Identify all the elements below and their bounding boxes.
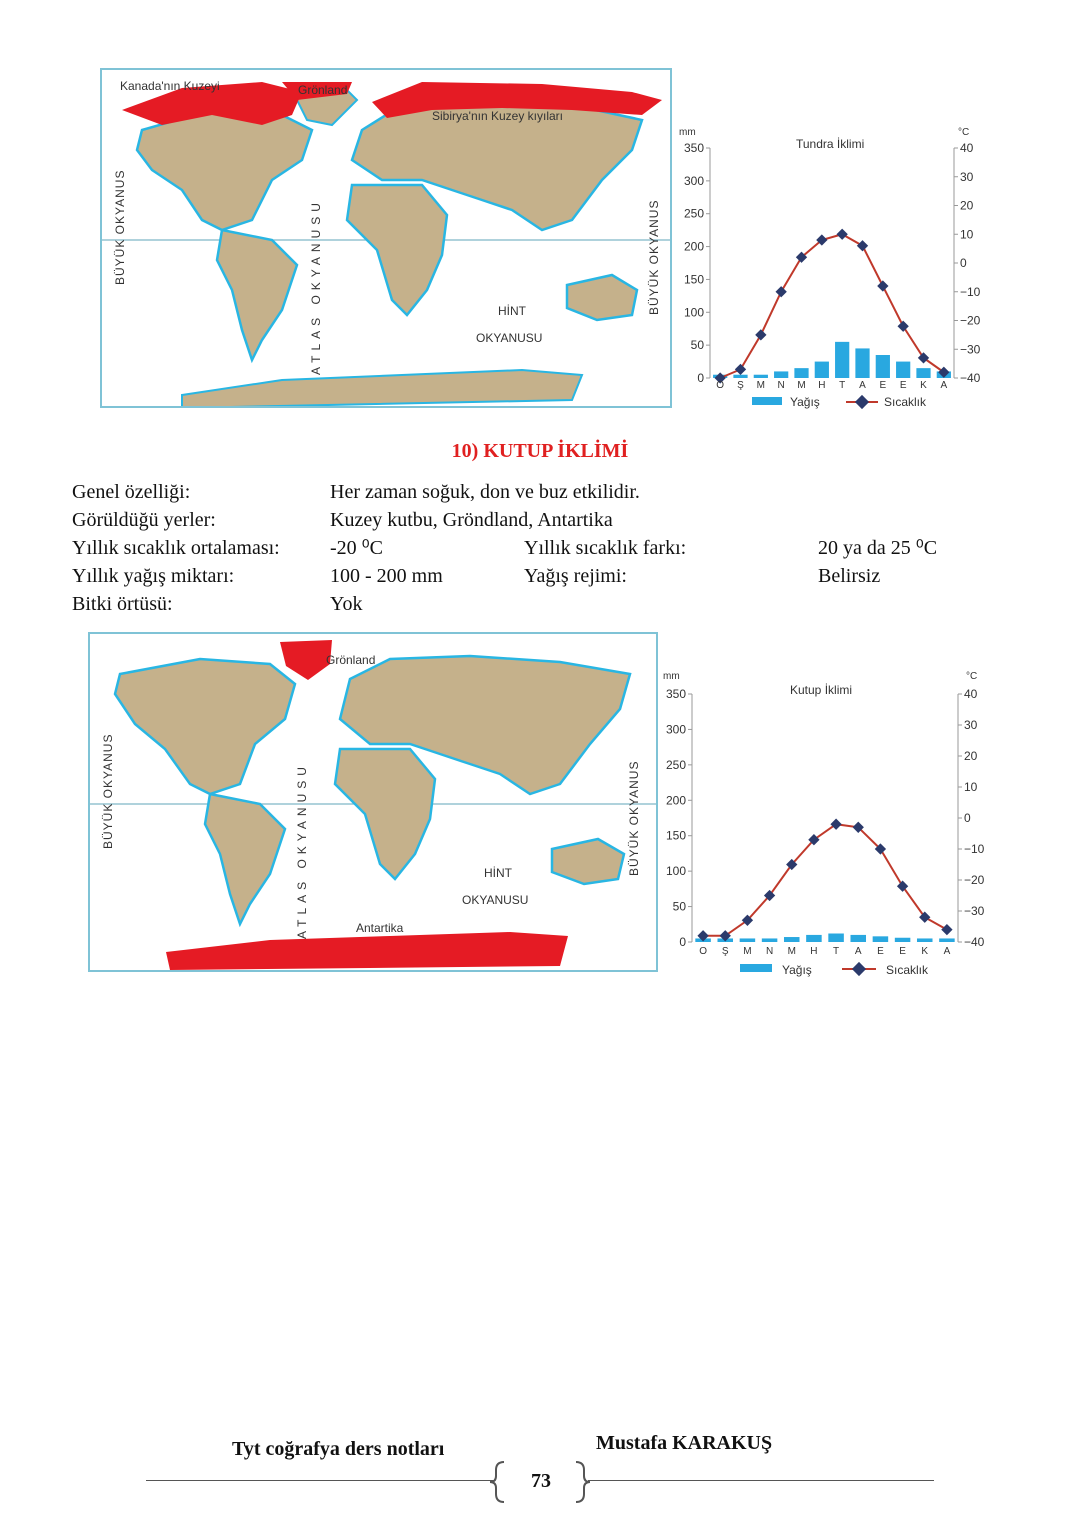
precip-bar: [896, 362, 910, 378]
y-right-unit: °C: [966, 671, 978, 682]
temp-avg-label: Yıllık sıcaklık ortalaması:: [72, 537, 280, 559]
y-left-tick-label: 150: [683, 272, 704, 287]
legend-precip-label: Yağış: [790, 395, 820, 409]
y-left-tick-label: 350: [665, 687, 686, 701]
y-right-tick-label: 40: [964, 687, 978, 701]
temp-range-value: 20 ya da 25 ⁰C: [818, 537, 938, 559]
precip-bar: [754, 375, 768, 378]
month-label: E: [877, 946, 884, 957]
precip-bar: [815, 362, 829, 378]
legend-precip-swatch: [752, 397, 782, 405]
regime-label: Yağış rejimi:: [524, 565, 627, 587]
tundra-climate-chart: [676, 120, 990, 416]
temperature-line: [720, 234, 944, 378]
y-left-tick-label: 50: [690, 338, 704, 353]
section-title: 10) KUTUP İKLİMİ: [451, 440, 629, 462]
y-right-tick-label: −30: [960, 342, 981, 357]
month-label: O: [699, 946, 707, 957]
month-label: Ş: [737, 380, 744, 391]
temperature-line: [703, 824, 947, 936]
month-label: M: [743, 946, 752, 957]
temperature-point: [857, 240, 868, 251]
precip-bar: [733, 375, 747, 378]
y-left-tick-label: 250: [665, 757, 686, 772]
month-label: N: [777, 380, 785, 391]
month-label: A: [854, 946, 862, 957]
y-left-tick-label: 350: [683, 141, 704, 155]
y-right-tick-label: 10: [964, 780, 978, 794]
y-right-tick-label: 0: [964, 811, 971, 825]
precip-bar: [762, 938, 778, 942]
precip-bar: [835, 342, 849, 378]
places-label: Görüldüğü yerler:: [72, 509, 216, 531]
y-right-tick-label: 20: [964, 749, 978, 763]
polar-climate-chart: [660, 664, 990, 980]
label-atlantic: ATLAS OKYANUSU: [309, 198, 323, 375]
footer-author: Mustafa KARAKUŞ: [596, 1432, 773, 1454]
month-label: M: [756, 380, 766, 391]
tundra-world-map: [100, 68, 672, 408]
precip-bar: [806, 935, 822, 942]
vegetation-label: Bitki örtüsü:: [72, 593, 173, 615]
places-value: Kuzey kutbu, Gröndland, Antartika: [330, 509, 613, 531]
precip-bar: [740, 938, 756, 942]
precip-bar: [873, 936, 889, 942]
temperature-point: [776, 286, 787, 297]
month-label: H: [818, 380, 826, 391]
label-antarctica: Antartika: [356, 921, 404, 935]
y-right-tick-label: 10: [960, 227, 974, 242]
month-label: K: [920, 380, 927, 391]
label-greenland: Grönland: [298, 83, 348, 97]
month-label: T: [833, 946, 840, 957]
precip-bar: [916, 368, 930, 378]
y-right-tick-label: −20: [964, 873, 985, 887]
label-okyanusu: OKYANUSU: [462, 893, 529, 907]
y-right-tick-label: −40: [960, 371, 981, 385]
y-right-tick-label: 30: [960, 169, 974, 184]
precip-bar: [784, 937, 800, 942]
label-siberia: Sibirya'nın Kuzey kıyıları: [432, 109, 564, 123]
label-canada: Kanada'nın Kuzeyi: [120, 79, 220, 93]
y-left-tick-label: 300: [683, 173, 704, 188]
page-number: 73: [531, 1470, 551, 1492]
precip-bar: [828, 933, 844, 942]
y-right-tick-label: 40: [960, 141, 974, 155]
legend-temp-label: Sıcaklık: [886, 963, 929, 977]
regime-value: Belirsiz: [818, 565, 881, 587]
temperature-point: [837, 229, 848, 240]
temperature-point: [877, 280, 888, 291]
y-left-unit: mm: [679, 127, 696, 138]
y-left-tick-label: 100: [665, 864, 686, 879]
legend-temp-marker: [855, 395, 869, 409]
vegetation-value: Yok: [330, 593, 363, 615]
precip-bar: [855, 348, 869, 378]
month-label: A: [943, 946, 951, 957]
month-label: E: [879, 380, 887, 391]
footer-divider-left: [146, 1480, 494, 1481]
y-left-tick-label: 0: [679, 935, 686, 949]
chart-title: Tundra İklimi: [796, 137, 865, 151]
tundra-chart-svg: [676, 120, 990, 416]
precip-bar: [850, 935, 866, 942]
month-label: N: [765, 946, 774, 957]
month-label: M: [797, 380, 806, 391]
label-pacific-right: BÜYÜK OKYANUS: [647, 199, 661, 315]
y-left-tick-label: 200: [683, 239, 704, 254]
label-hint: HİNT: [498, 304, 526, 318]
y-right-tick-label: 0: [960, 256, 967, 270]
tundra-map-graphic: [102, 70, 672, 408]
chart-title: Kutup İklimi: [790, 683, 853, 697]
month-label: T: [839, 380, 846, 391]
y-left-unit: mm: [663, 671, 680, 682]
temperature-point: [898, 321, 909, 332]
month-label: O: [716, 380, 725, 391]
temp-avg-value: -20 ⁰C: [330, 537, 384, 559]
precip-value: 100 - 200 mm: [330, 565, 443, 587]
legend-precip-label: Yağış: [782, 963, 812, 977]
y-left-tick-label: 0: [697, 371, 704, 385]
label-okyanusu: OKYANUSU: [476, 331, 543, 345]
temperature-point: [735, 364, 746, 375]
temperature-point: [755, 329, 766, 340]
polar-world-map: [88, 632, 658, 972]
precip-bar: [876, 355, 890, 378]
y-right-tick-label: −40: [964, 935, 985, 949]
y-right-tick-label: −30: [964, 904, 985, 918]
general-value: Her zaman soğuk, don ve buz etkilidir.: [330, 481, 640, 503]
general-label: Genel özelliği:: [72, 481, 191, 503]
y-right-tick-label: 20: [960, 198, 974, 213]
temp-range-label: Yıllık sıcaklık farkı:: [524, 537, 687, 559]
y-left-tick-label: 100: [683, 305, 704, 320]
legend-temp-marker: [852, 962, 866, 976]
y-right-tick-label: 30: [964, 718, 978, 732]
precip-bar: [895, 938, 911, 942]
label-pacific-left: BÜYÜK OKYANUS: [113, 169, 127, 285]
legend-temp-label: Sıcaklık: [884, 395, 927, 409]
y-left-tick-label: 200: [665, 793, 686, 808]
polar-map-graphic: [90, 634, 658, 972]
month-label: A: [859, 380, 866, 391]
polar-chart-svg: [660, 664, 990, 980]
legend-precip-swatch: [740, 964, 772, 972]
y-left-tick-label: 250: [683, 206, 704, 221]
footer-divider-right: [588, 1480, 934, 1481]
precip-label: Yıllık yağış miktarı:: [72, 565, 235, 587]
month-label: M: [787, 946, 796, 957]
precip-bar: [774, 371, 788, 378]
y-right-tick-label: −20: [960, 313, 981, 328]
month-label: E: [899, 946, 906, 957]
precip-bar: [917, 938, 933, 942]
label-greenland: Grönland: [326, 653, 376, 667]
month-label: K: [921, 946, 929, 957]
month-label: E: [899, 380, 907, 391]
y-left-tick-label: 300: [665, 722, 686, 737]
month-label: A: [940, 380, 948, 391]
precip-bar: [939, 938, 955, 942]
y-left-tick-label: 50: [672, 899, 686, 914]
label-hint: HİNT: [484, 866, 512, 880]
month-label: Ş: [721, 946, 729, 957]
y-left-tick-label: 150: [665, 828, 686, 843]
y-right-tick-label: −10: [964, 842, 985, 856]
label-pacific-left: BÜYÜK OKYANUS: [101, 733, 115, 849]
temperature-point: [941, 924, 952, 935]
y-right-unit: °C: [958, 127, 970, 138]
label-atlantic: ATLAS OKYANUSU: [295, 762, 309, 939]
y-right-tick-label: −10: [960, 284, 981, 299]
footer-course-name: Tyt coğrafya ders notları: [232, 1438, 445, 1460]
month-label: H: [810, 946, 818, 957]
label-pacific-right: BÜYÜK OKYANUS: [627, 760, 641, 876]
precip-bar: [794, 368, 808, 378]
